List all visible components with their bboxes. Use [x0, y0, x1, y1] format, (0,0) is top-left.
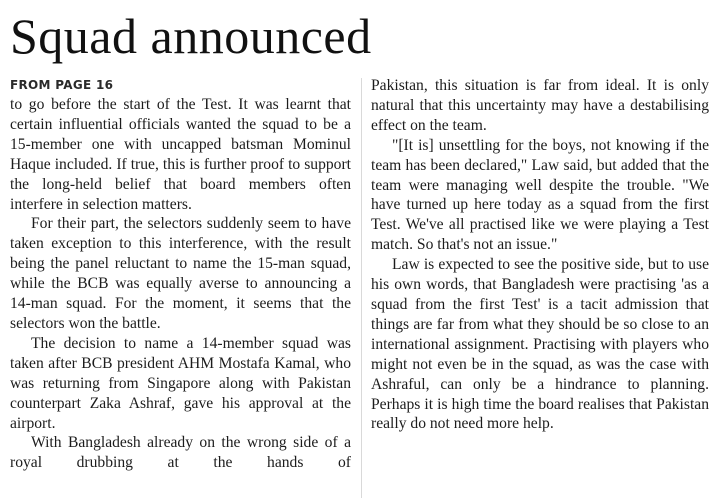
article-column-right: [371, 76, 709, 434]
paragraph-3: The decision to name a 14-member squad was taken after BCB president AHM Mostafa Kamal, who was returning from Singapore along with Pakistan counterpart Zaka Ashraf, gave his approval at the airport.: [10, 334, 351, 432]
paragraph-2: For their part, the selectors suddenly seem to have taken exception to this interference, with the result being the panel reluctant to name the 15-man squad, while the BCB was equally averse to announcing a 14-man squad. For the moment, it seems that the selectors won the battle.: [10, 215, 351, 332]
paragraph-5: Pakistan, this situation is far from ideal. It is only natural that this uncertainty may have a destabilising effect on the team.: [371, 77, 709, 134]
article-column-left: [10, 76, 351, 473]
headline: Squad announced: [10, 8, 372, 64]
column-divider: [361, 78, 362, 498]
paragraph-4: With Bangladesh already on the wrong side of a royal drubbing at the hands of: [10, 434, 351, 472]
paragraph-7: Law is expected to see the positive side, but to use his own words, that Bangladesh were practising 'as a squad from the first Test' is a tacit admission that things are far from what they should be so close to an international assignment. Practising with players who might not even be in the squad, as was the case with Ashraful, can only be a hindrance to planning. Perhaps it is high time the board realises that Pakistan really do not need more help.: [371, 256, 709, 433]
paragraph-6: "[It is] unsettling for the boys, not knowing if the team has been declared," Law said, but added that the team were managing well despite the trouble. "We have turned up here today as a squad from the first Test. We've all practised like we were playing a Test match. So that's not an issue.": [371, 136, 709, 254]
continuation-kicker: FROM PAGE 16: [10, 78, 114, 92]
paragraph-1: to go before the start of the Test. It was learnt that certain influential officials wanted the squad to be a 15-member one with uncapped batsman Mominul Haque included. If true, this is further proof to support the long-held belief that board members often interfere in selection matters.: [10, 96, 351, 213]
